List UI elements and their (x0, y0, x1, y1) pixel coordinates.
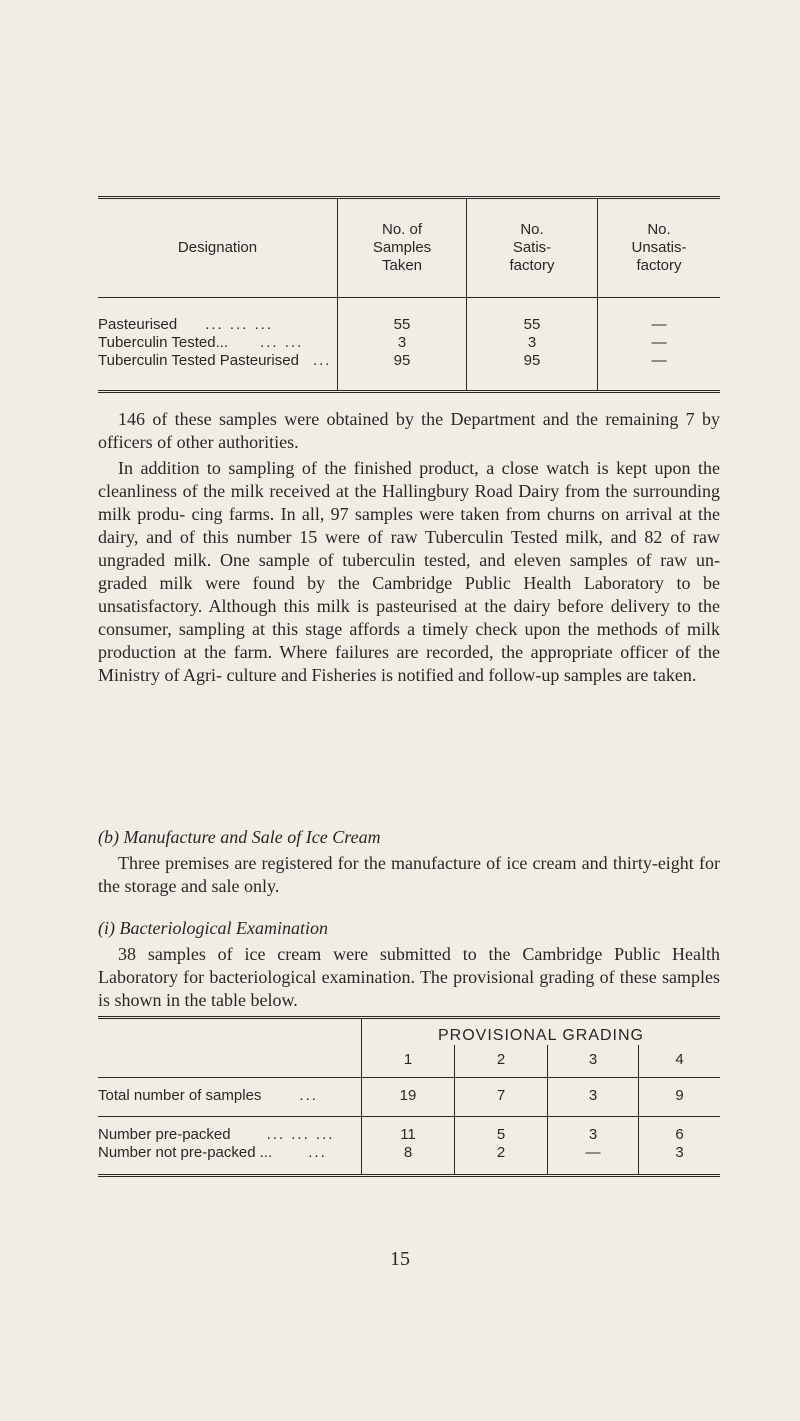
paragraph-samples-source: 146 of these samples were obtained by the Department and the remaining 7 by officers of other authorities. (98, 409, 720, 452)
section-i-heading: (i) Bacteriological Examination (98, 918, 328, 938)
table-header-row (98, 199, 720, 298)
header-satisfactory: No. Satis- factory (467, 199, 598, 298)
section-i-text: 38 samples of ice cream were submitted to the Cambridge Public Health Laboratory for bacteriological examination. The provisional grading of these samples is shown in the table below. (98, 944, 720, 1010)
table-row: Total number of samples ... 19 7 3 9 (98, 1078, 720, 1117)
cell-unsatisfactory: — (598, 352, 721, 390)
cell-taken: 95 (338, 352, 467, 390)
cell-value: 3 (548, 1078, 639, 1117)
row-label: Number pre-packed (98, 1126, 231, 1143)
cell-value: 6 (639, 1117, 721, 1145)
table-row: Pasteurised ... ... ... 55 55 — (98, 298, 720, 335)
cell-satisfactory: 3 (467, 334, 598, 352)
milk-samples-table (98, 196, 720, 393)
cell-value: 8 (362, 1144, 455, 1174)
header-unsatisfactory: No. Unsatis- factory (598, 199, 721, 298)
ice-cream-grading-table (98, 1016, 720, 1177)
cell-unsatisfactory: — (598, 298, 721, 335)
header-provisional-grading: PROVISIONAL GRADING (362, 1019, 721, 1045)
header-grade-1: 1 (362, 1045, 455, 1078)
header-grade-3: 3 (548, 1045, 639, 1078)
section-b-text: Three premises are registered for the manufacture of ice cream and thirty-eight for the storage and sale only. (98, 853, 720, 896)
page-number: 15 (390, 1248, 410, 1270)
row-label: Tuberculin Tested... (98, 334, 229, 351)
cell-value: 3 (548, 1117, 639, 1145)
header-grade-4: 4 (639, 1045, 721, 1078)
cell-value: 11 (362, 1117, 455, 1145)
table-header-row (98, 1045, 720, 1078)
row-label: Tuberculin Tested Pasteurised (98, 352, 299, 369)
cell-value: 3 (639, 1144, 721, 1174)
paragraph-dairy-sampling: In addition to sampling of the finished product, a close watch is kept upon the cleanliness of the milk received at the Hallingbury Road Dairy from the surrounding milk produ- cing farms. In all, 97 samples were taken from churns on arrival at the dairy, and of this number 15 were of raw Tuberculin Tested milk, and 82 of raw ungraded milk. One sample of tuberculin tested, and eleven samples of raw un- graded milk were found by the Cambridge Public Health Laboratory to be unsatisfactory. Although this milk is pasteurised at the dairy before delivery to the consumer, sampling at this stage affords a timely check upon the methods of milk production at the farm. Where failures are recorded, the appropriate officer of the Ministry of Agri- culture and Fisheries is notified and follow-up samples are taken. (98, 458, 720, 685)
header-grade-2: 2 (455, 1045, 548, 1078)
cell-value: 9 (639, 1078, 721, 1117)
header-designation: Designation (98, 199, 338, 298)
cell-value: 19 (362, 1078, 455, 1117)
cell-satisfactory: 95 (467, 352, 598, 390)
table-bottom-rule (98, 1174, 720, 1177)
row-label: Total number of samples (98, 1087, 262, 1104)
table-row: Number not pre-packed ... ... 8 2 — 3 (98, 1144, 720, 1174)
table-row: Tuberculin Tested... ... ... 3 3 — (98, 334, 720, 352)
cell-taken: 3 (338, 334, 467, 352)
cell-unsatisfactory: — (598, 334, 721, 352)
cell-value: 2 (455, 1144, 548, 1174)
section-b-heading: (b) Manufacture and Sale of Ice Cream (98, 827, 381, 847)
header-samples-taken: No. of Samples Taken (338, 199, 467, 298)
cell-taken: 55 (338, 298, 467, 335)
table-bottom-rule (98, 390, 720, 393)
table-row: Tuberculin Tested Pasteurised ... 95 95 — (98, 352, 720, 390)
row-label: Number not pre-packed ... (98, 1144, 273, 1161)
row-label: Pasteurised (98, 316, 178, 333)
table-row: Number pre-packed ... ... ... 11 5 3 6 (98, 1117, 720, 1145)
cell-satisfactory: 55 (467, 298, 598, 335)
cell-value: — (548, 1144, 639, 1174)
table-header-row (98, 1019, 720, 1045)
cell-value: 7 (455, 1078, 548, 1117)
cell-value: 5 (455, 1117, 548, 1145)
